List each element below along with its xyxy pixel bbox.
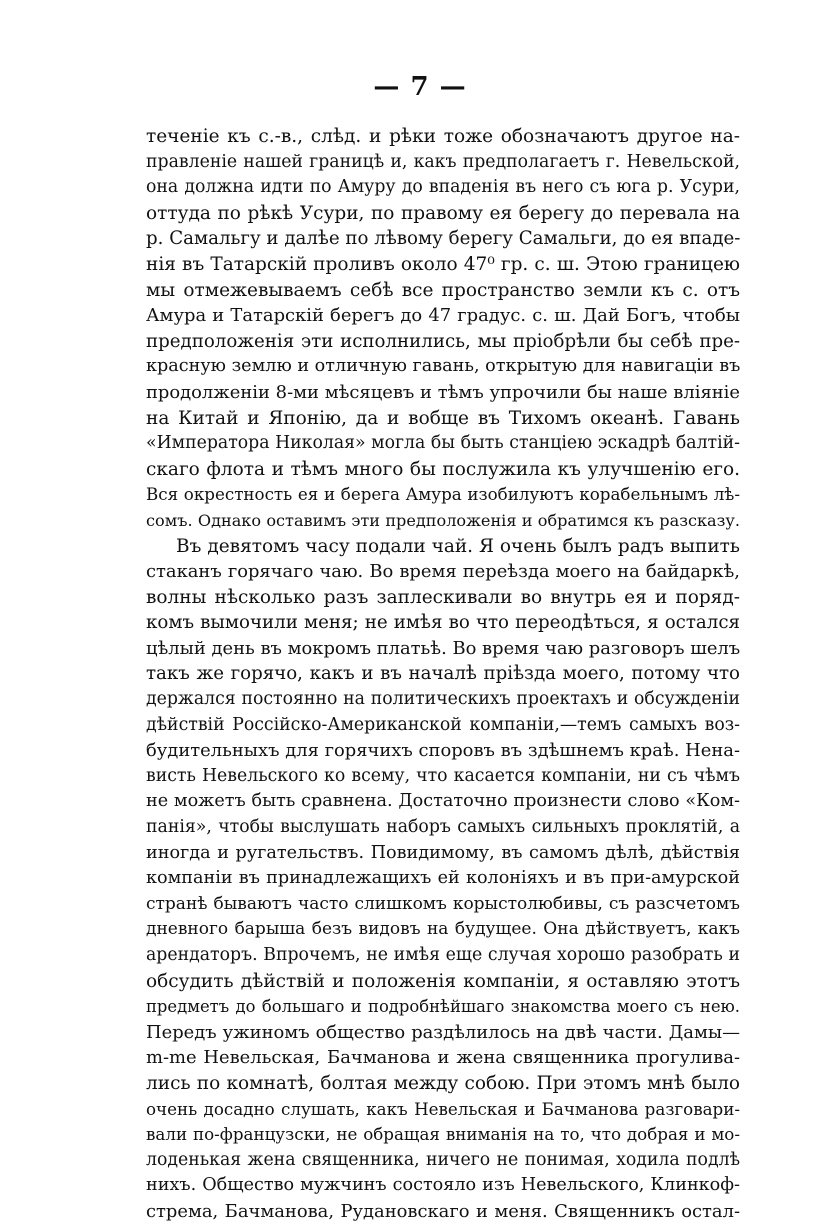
text-line: лись по комнатѣ, болтая между собою. При этомъ мнѣ было (146, 1072, 740, 1094)
text-line: стаканъ горячаго чаю. Во время переѣзда моего на байдаркѣ, (146, 561, 740, 583)
text-line: правленіе нашей границѣ и, какъ предполагаетъ г. Невельской, (146, 151, 740, 172)
text-line: р. Самальгу и далѣе по лѣвому берегу Самальги, до ея впаде- (146, 228, 740, 250)
text-line: скаго флота и тѣмъ много бы послужила къ улучшенію его. (146, 458, 740, 480)
text-line: мы отмежевываемъ себѣ все пространство земли къ с. отъ (146, 279, 740, 301)
text-line: обсудить дѣйствій и положенія компаніи, я оставляю этотъ (146, 970, 740, 992)
text-line: вали по-французски, не обращая вниманія на то, что добрая и мо- (146, 1124, 740, 1145)
text-line: она должна идти по Амуру до впаденія въ него съ юга р. Усури, (146, 177, 740, 198)
body-text (146, 124, 740, 1225)
text-line: предметъ до большаго и подробнѣйшаго знакомства моего съ нею. (146, 997, 740, 1017)
text-line: оттуда по рѣкѣ Усури, по правому ея берегу до перевала на (146, 202, 740, 224)
text-line: очень досадно слушать, какъ Невельская и Бачманова разговари- (146, 1098, 740, 1119)
text-line: теченіе къ с.-в., слѣд. и рѣки тоже обозначаютъ другое на- (146, 126, 740, 147)
text-line: странѣ бываютъ часто слишкомъ корыстолюбивы, съ разсчетомъ (146, 893, 740, 914)
page-number: — 7 — (373, 72, 467, 102)
text-line: m-me Невельская, Бачманова и жена священника прогулива- (146, 1047, 740, 1069)
text-line: такъ же горячо, какъ и въ началѣ пріѣзда моего, потому что (146, 663, 740, 685)
text-line: держался постоянно на политическихъ проектахъ и обсужденіи (146, 689, 740, 710)
text-line: панія», чтобы выслушать наборъ самыхъ сильныхъ проклятій, а (146, 817, 740, 838)
text-line: Вся окрестность ея и берега Амура изобилуютъ корабельнымъ лѣ- (146, 484, 740, 505)
text-line: «Императора Николая» могла бы быть станціею эскадрѣ балтій- (146, 433, 740, 454)
text-line: стрема, Бачманова, Рудановскаго и меня. Священникъ остал- (146, 1200, 740, 1222)
text-line: компаніи въ принадлежащихъ ей колоніяхъ и въ при-амурской (146, 868, 740, 889)
text-line: нихъ. Общество мужчинъ состояло изъ Невельского, Клинкоф- (146, 1175, 740, 1196)
text-line: дневного барыша безъ видовъ на будущее. Она дѣйствуетъ, какъ (146, 919, 740, 940)
text-line: иногда и ругательствъ. Повидимому, въ самомъ дѣлѣ, дѣйствія (146, 842, 740, 863)
text-line: цѣлый день въ мокромъ платьѣ. Во время чаю разговоръ шелъ (146, 637, 740, 659)
text-line: лоденькая жена священника, ничего не понимая, ходила подлѣ (146, 1149, 740, 1170)
text-line: волны нѣсколько разъ заплескивали во внутрь ея и поряд- (146, 586, 740, 608)
text-line: дѣйствій Россійско-Американской компаніи,—темъ самыхъ воз- (146, 714, 740, 735)
text-line: висть Невельского ко всему, что касается компаніи, ни съ чѣмъ (146, 765, 740, 786)
text-line: продолженіи 8-ми мѣсяцевъ и тѣмъ упрочили бы наше вліяніе (146, 381, 740, 403)
text-line: Амура и Татарскій берегъ до 47 градус. с. ш. Дай Богъ, чтобы (146, 305, 740, 327)
text-line: Въ девятомъ часу подали чай. Я очень былъ радъ выпить (176, 535, 740, 557)
text-line: сомъ. Однако оставимъ эти предположенія и обратимся къ разсказу. (146, 510, 740, 530)
text-line: не можетъ быть сравнена. Достаточно произнести слово «Ком- (146, 791, 740, 812)
text-line: Передъ ужиномъ общество раздѣлилось на двѣ части. Дамы— (146, 1021, 740, 1043)
text-line: красную землю и отличную гавань, открытую для навигаціи въ (146, 356, 740, 377)
text-line: предположенія эти исполнились, мы пріобрѣли бы себѣ пре- (146, 330, 740, 352)
text-line: арендаторъ. Впрочемъ, не имѣя еще случая хорошо разобрать и (146, 945, 740, 965)
text-line: будительныхъ для горячихъ споровъ въ здѣшнемъ краѣ. Нена- (146, 740, 740, 762)
text-line: нія въ Татарскій проливъ около 47⁰ гр. с. ш. Этою границею (146, 253, 740, 275)
text-line: на Китай и Японію, да и вобще въ Тихомъ океанѣ. Гавань (146, 407, 740, 429)
text-line: комъ вымочили меня; не имѣя во что переодѣться, я остался (146, 612, 740, 634)
